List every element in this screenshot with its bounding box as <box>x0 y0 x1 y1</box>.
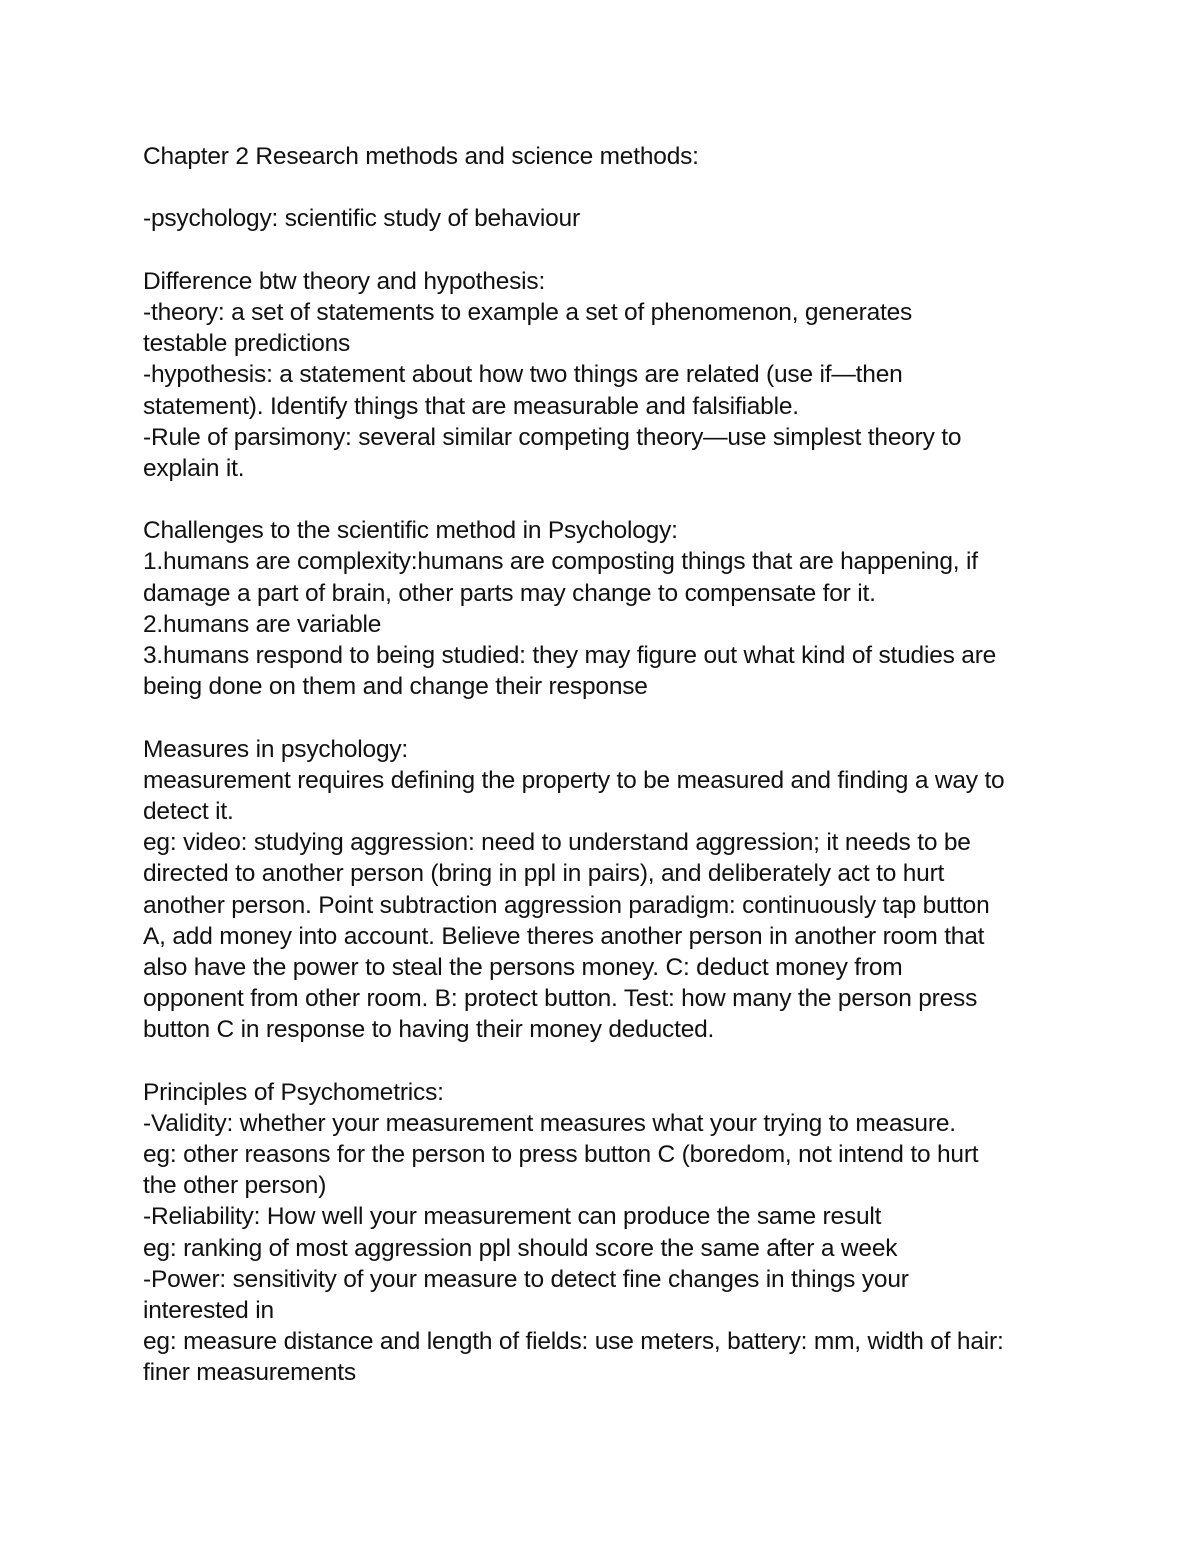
document-body <box>143 141 1093 1389</box>
psychometrics-section <box>143 1077 1093 1389</box>
spacer <box>143 235 1093 266</box>
text-line: measurement requires defining the property to be measured and finding a way to <box>143 766 1005 794</box>
text-line: eg: ranking of most aggression ppl should score the same after a week <box>143 1234 898 1262</box>
text-line: -Rule of parsimony: several similar competing theory—use simplest theory to <box>143 423 962 451</box>
section-heading: Principles of Psychometrics: <box>143 1078 444 1106</box>
text-line: -Validity: whether your measurement measures what your trying to measure. <box>143 1109 956 1137</box>
measures-section <box>143 734 1093 1046</box>
text-line: eg: measure distance and length of fields: use meters, battery: mm, width of hair: <box>143 1328 1004 1356</box>
text-line: A, add money into account. Believe theres another person in another room that <box>143 922 985 950</box>
spacer <box>143 702 1093 733</box>
spacer <box>143 172 1093 203</box>
section-heading: Difference btw theory and hypothesis: <box>143 267 546 295</box>
challenges-section <box>143 515 1093 702</box>
text-line: explain it. <box>143 454 245 482</box>
text-line: -theory: a set of statements to example a set of phenomenon, generates <box>143 298 913 326</box>
text-line: -Power: sensitivity of your measure to detect fine changes in things your <box>143 1265 909 1293</box>
text-line: 2.humans are variable <box>143 610 382 638</box>
spacer <box>143 1045 1093 1076</box>
text-line: eg: other reasons for the person to press button C (boredom, not intend to hurt <box>143 1141 979 1168</box>
section-heading: Challenges to the scientific method in Psychology: <box>143 517 678 545</box>
text-line: -hypothesis: a statement about how two things are related (use if—then <box>143 361 903 389</box>
text-line: 3.humans respond to being studied: they may figure out what kind of studies are <box>143 642 997 669</box>
text-line: finer measurements <box>143 1359 356 1387</box>
text-line: detect it. <box>143 797 234 825</box>
text-line: button C in response to having their money deducted. <box>143 1016 715 1044</box>
theory-section <box>143 266 1093 484</box>
text-line: also have the power to steal the persons money. C: deduct money from <box>143 953 903 981</box>
text-line: damage a part of brain, other parts may change to compensate for it. <box>143 579 876 607</box>
text-line: eg: video: studying aggression: need to understand aggression; it needs to be <box>143 829 971 857</box>
text-line: interested in <box>143 1296 274 1324</box>
text-line: directed to another person (bring in ppl in pairs), and deliberately act to hurt <box>143 860 945 888</box>
document-title: Chapter 2 Research methods and science methods: <box>143 143 699 170</box>
text-line: -Reliability: How well your measurement can produce the same result <box>143 1203 882 1231</box>
spacer <box>143 484 1093 515</box>
text-line: testable predictions <box>143 330 351 358</box>
psychology-definition: -psychology: scientific study of behaviour <box>143 205 580 233</box>
text-line: being done on them and change their response <box>143 673 648 701</box>
text-line: 1.humans are complexity:humans are composting things that are happening, if <box>143 548 978 576</box>
text-line: the other person) <box>143 1172 327 1200</box>
text-line: statement). Identify things that are measurable and falsifiable. <box>143 392 799 420</box>
text-line: opponent from other room. B: protect button. Test: how many the person press <box>143 985 978 1013</box>
section-heading: Measures in psychology: <box>143 735 409 763</box>
text-line: another person. Point subtraction aggression paradigm: continuously tap button <box>143 891 990 919</box>
